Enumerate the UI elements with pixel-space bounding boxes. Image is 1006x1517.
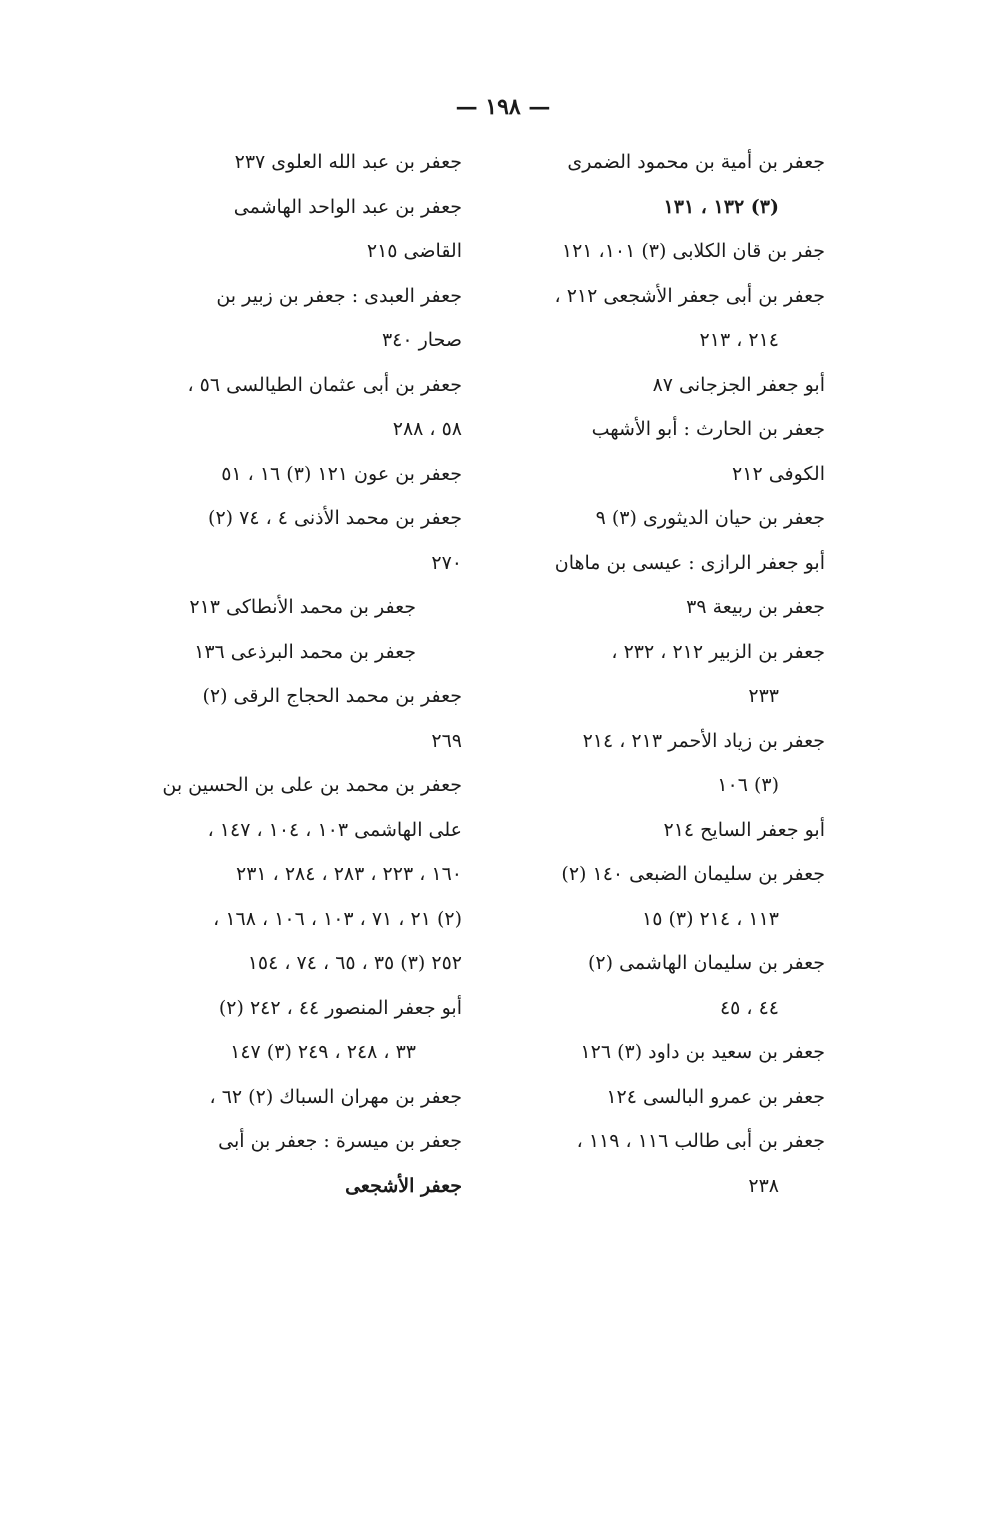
index-entry-continuation: (٣) ١٠٦ [717,774,779,796]
index-column-right [495,140,825,1208]
index-entry: جعفر بن الحارث : أبو الأشهب [591,418,825,440]
index-entry: جعفر بن سليمان الهاشمى (٢) [588,952,825,974]
index-entry: أبو جعفر السايح ٢١٤ [663,818,825,841]
index-entry: جعفر بن محمد الأنطاكى ٢١٣ [189,596,416,618]
index-entry: جعفر بن حيان الديثورى (٣) ٩ [595,507,825,529]
index-entry: جعفر بن الزبير ٢١٢ ، ٢٣٢ ، [611,640,825,663]
index-entry-continuation: صحار ٣٤٠ [381,329,462,351]
index-entry: جعفر بن زياد الأحمر ٢١٣ ، ٢١٤ [582,729,825,752]
index-entry-continuation: ٣٣ ، ٢٤٨ ، ٢٤٩ (٣) ١٤٧ [230,1041,416,1063]
index-entry: جعفر بن عمرو البالسى ١٢٤ [606,1085,825,1108]
index-entry-continuation: الكوفى ٢١٢ [732,462,825,485]
index-entry-continuation: جعفر الأشجعى [345,1174,462,1197]
index-entry: جعفر بن عبد الله العلوى ٢٣٧ [234,151,462,173]
index-entry-continuation: ٢١٤ ، ٢١٣ [699,329,779,351]
index-column-left [150,140,462,1208]
index-entry-continuation: ٢٦٩ [431,729,462,752]
index-entry: جعفر بن عون ١٢١ (٣) ١٦ ، ٥١ [221,462,462,485]
index-entry: جعفر بن سليمان الضبعى ١٤٠ (٢) [561,863,825,885]
index-entry: جعفر العبدى : جعفر بن زبير بن [216,284,462,307]
index-entry: جعفر بن محمد بن على بن الحسين بن [162,774,462,796]
index-entry: أبو جعفر المنصور ٤٤ ، ٢٤٢ (٢) [218,996,462,1019]
index-entry: جعفر بن مهران السباك (٢) ٦٢ ، [209,1085,462,1108]
index-entry: جعفر بن عبد الواحد الهاشمى [233,195,462,218]
index-entry: جعفر بن محمد الحجاج الرقى (٢) [202,685,462,707]
index-entry-continuation: ٥٨ ، ٢٨٨ [392,418,462,440]
index-entry-continuation: (٢) ٢١ ، ٧١ ، ١٠٣ ، ١٠٦ ، ١٦٨ ، [213,907,462,930]
page-number: — ١٩٨ — [455,94,551,120]
index-entry: جعفر بن أمية بن محمود الضمرى [567,151,825,173]
index-entry-continuation: ٢٧٠ [431,551,462,574]
index-entry-continuation: القاضى ٢١٥ [366,240,462,262]
index-entry-continuation: ٢٣٣ [748,685,779,707]
index-entry: جعفر بن أبى طالب ١١٦ ، ١١٩ ، [576,1130,825,1152]
index-entry: جعفر بن أبى عثمان الطيالسى ٥٦ ، [187,373,462,396]
index-entry-continuation: (٣) ١٣٢ ، ١٣١ [663,195,779,218]
index-entry: جعفر بن سعيد بن داود (٣) ١٢٦ [580,1041,825,1063]
index-entry: جعفر بن أبى جعفر الأشجعى ٢١٢ ، [554,284,825,307]
index-entry-continuation: ٤٤ ، ٤٥ [719,996,779,1019]
index-entry-continuation: ١١٣ ، ٢١٤ (٣) ١٥ [641,907,779,930]
index-entry: جفر بن قان الكلابى (٣) ١٠١، ١٢١ [561,240,825,262]
index-entry-continuation: على الهاشمى ١٠٣ ، ١٠٤ ، ١٤٧ ، [207,818,462,841]
index-entry: أبو جعفر الرازى : عيسى بن ماهان [554,551,825,574]
index-entry: جعفر بن محمد الأذنى ٤ ، ٧٤ (٢) [208,507,462,529]
index-entry: جعفر بن ميسرة : جعفر بن أبى [218,1130,462,1152]
index-entry: جعفر بن محمد البرذعى ١٣٦ [194,640,416,663]
index-entry: أبو جعفر الجزجانى ٨٧ [652,373,825,396]
index-entry: جعفر بن ربيعة ٣٩ [686,596,825,618]
index-entry-continuation: ١٦٠ ، ٢٢٣ ، ٢٨٣ ، ٢٨٤ ، ٢٣١ [236,863,462,885]
index-entry-continuation: ٢٣٨ [748,1174,779,1197]
index-entry-continuation: ٢٥٢ (٣) ٣٥ ، ٦٥ ، ٧٤ ، ١٥٤ [247,952,462,974]
